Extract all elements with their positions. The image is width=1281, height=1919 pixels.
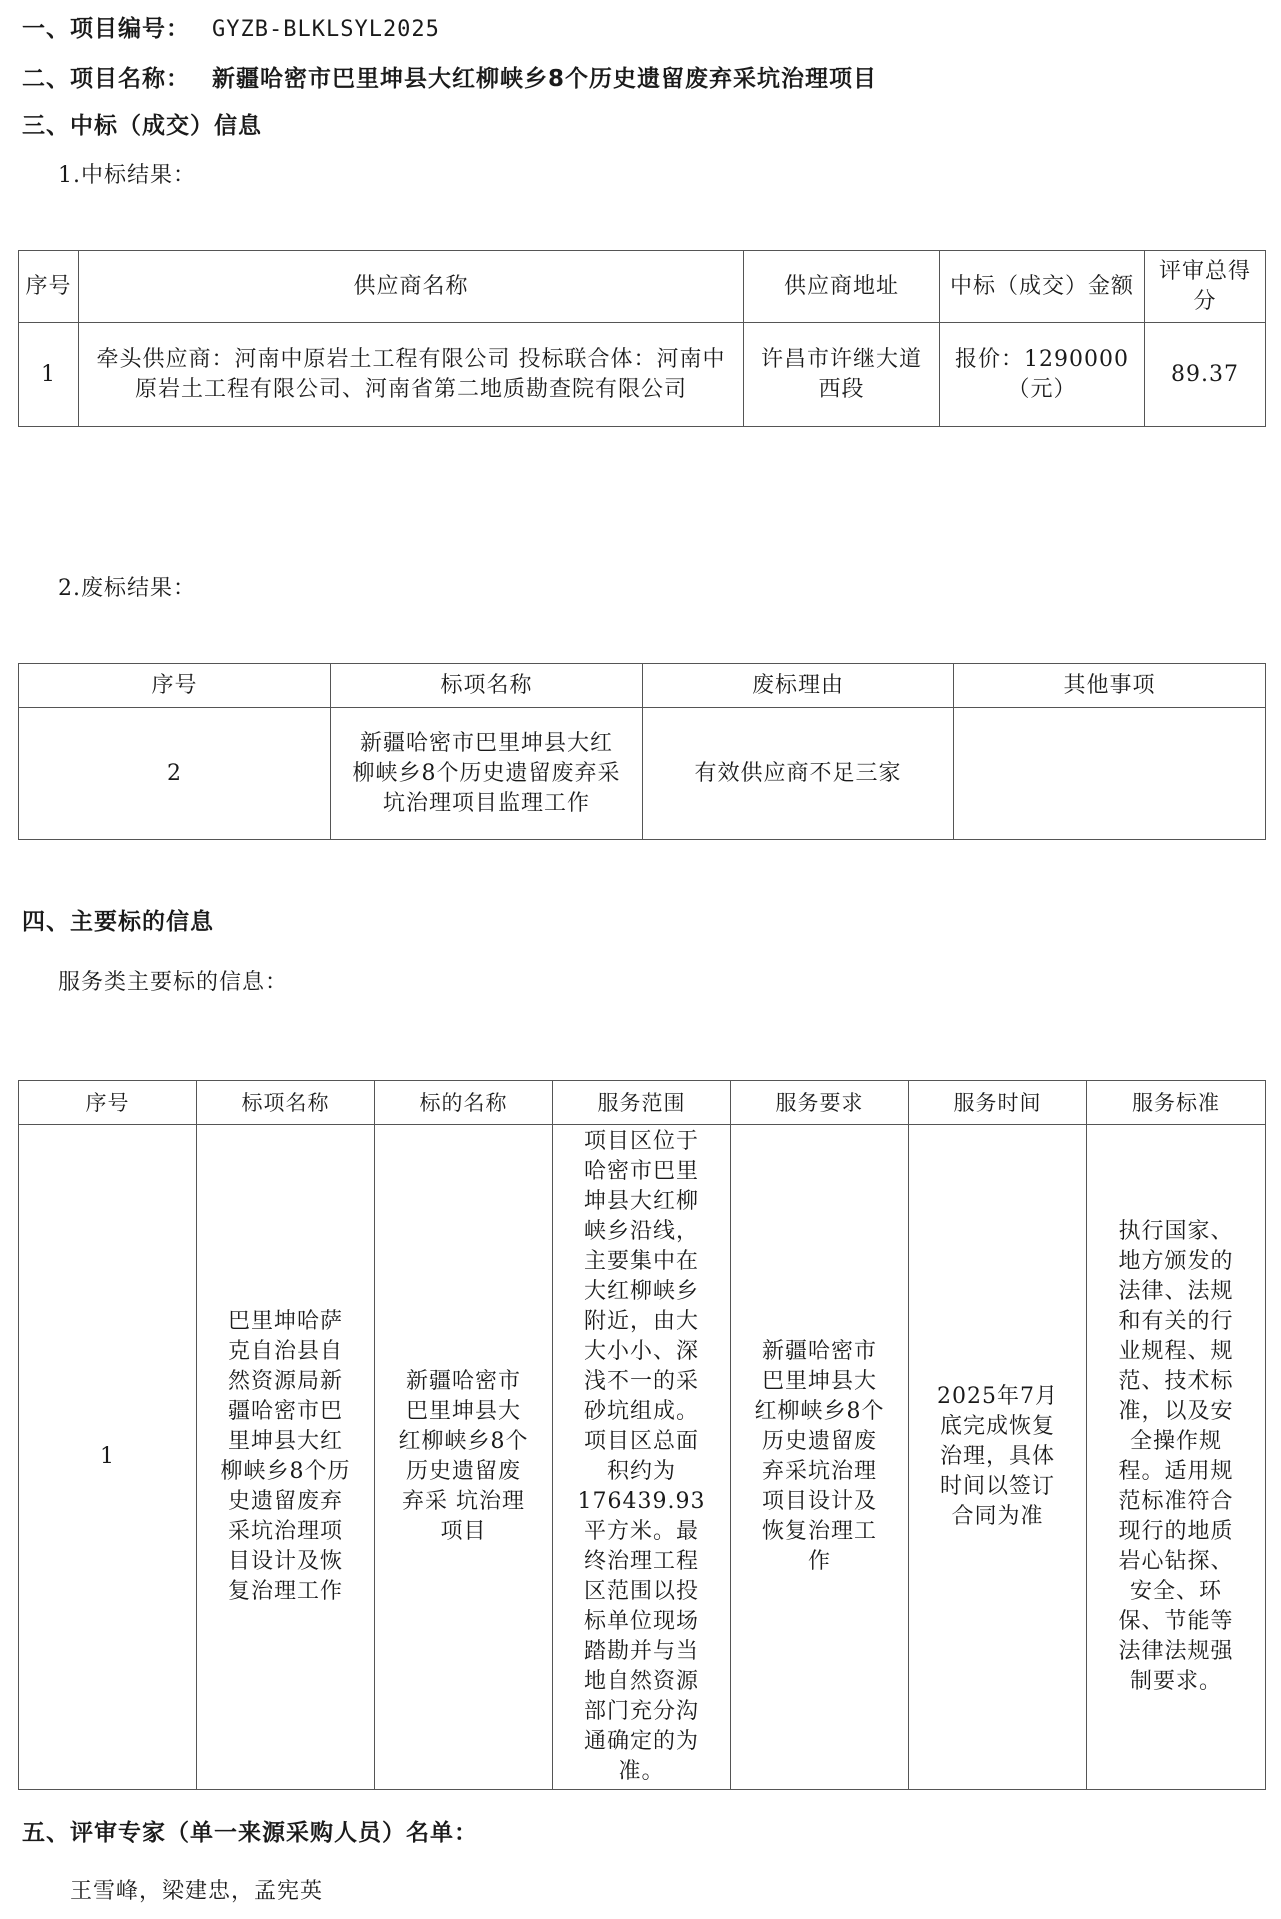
award-result-label: 1.中标结果：: [58, 163, 196, 188]
award-result-table: [18, 250, 1266, 427]
main-header-lot-name: 标项名称: [197, 1081, 375, 1125]
void-row-other: [954, 708, 1266, 840]
main-table-header-row: [19, 1081, 1266, 1125]
table-row: [19, 323, 1266, 427]
main-row-lot-name: 巴里坤哈萨克自治县自然资源局新疆哈密市巴里坤县大红柳峡乡8个历史遗留废弃采坑治理项目设计及恢复治理工作: [197, 1125, 375, 1790]
header-supplier: 供应商名称: [79, 251, 744, 323]
main-header-scope: 服务范围: [553, 1081, 731, 1125]
project-name-value: 新疆哈密市巴里坤县大红柳峡乡8个历史遗留废弃采坑治理项目: [212, 66, 878, 92]
void-row-reason: 有效供应商不足三家: [643, 708, 954, 840]
void-header-no: 序号: [19, 664, 331, 708]
main-info-heading: 四、主要标的信息: [22, 909, 214, 935]
main-row-requirement: 新疆哈密市巴里坤县大红柳峡乡8个历史遗留废弃采坑治理项目设计及恢复治理工作: [731, 1125, 909, 1790]
row-no: 1: [19, 323, 79, 427]
main-row-standard: 执行国家、地方颁发的法律、法规和有关的行业规程、规范、技术标准，以及安全操作规程。适用规范标准符合现行的地质岩心钻探、安全、环保、节能等法律法规强制要求。: [1087, 1125, 1266, 1790]
void-row-no: 2: [19, 708, 331, 840]
project-number-line: [22, 10, 440, 43]
project-name-label: 二、项目名称：: [22, 66, 190, 92]
row-score: 89.37: [1145, 323, 1266, 427]
table-row: [19, 708, 1266, 840]
project-name-line: [22, 60, 877, 93]
void-header-other: 其他事项: [954, 664, 1266, 708]
void-row-name: 新疆哈密市巴里坤县大红柳峡乡8个历史遗留废弃采坑治理项目监理工作: [331, 708, 643, 840]
main-header-standard: 服务标准: [1087, 1081, 1266, 1125]
void-table-header-row: [19, 664, 1266, 708]
header-no: 序号: [19, 251, 79, 323]
row-amount: 报价：1290000（元）: [940, 323, 1145, 427]
main-header-no: 序号: [19, 1081, 197, 1125]
row-address: 许昌市许继大道西段: [744, 323, 940, 427]
project-number-label: 一、项目编号：: [22, 16, 190, 42]
experts-names: 王雪峰，梁建忠，孟宪英: [70, 1879, 324, 1904]
table-row: [19, 1125, 1266, 1790]
main-header-requirement: 服务要求: [731, 1081, 909, 1125]
main-row-subject-name: 新疆哈密市巴里坤县大红柳峡乡8个历史遗留废弃采 坑治理项目: [375, 1125, 553, 1790]
main-info-sub-label: 服务类主要标的信息：: [58, 970, 289, 995]
award-table-header-row: [19, 251, 1266, 323]
void-result-table: [18, 663, 1266, 840]
award-info-heading: 三、中标（成交）信息: [22, 113, 262, 139]
main-row-time: 2025年7月底完成恢复治理，具体时间以签订合同为准: [909, 1125, 1087, 1790]
main-row-no: 1: [19, 1125, 197, 1790]
void-result-label: 2.废标结果：: [58, 576, 196, 601]
header-score: 评审总得分: [1145, 251, 1266, 323]
main-header-subject-name: 标的名称: [375, 1081, 553, 1125]
project-number-value: GYZB-BLKLSYL2025: [212, 17, 440, 42]
main-row-scope: 项目区位于哈密市巴里坤县大红柳峡乡沿线，主要集中在大红柳峡乡附近，由大大小小、深浅不一的采砂坑组成。项目区总面积约为176439.93平方米。最终治理工程区范围以投标单位现场踏勘并与当地自然资源部门充分沟通确定的为准。: [553, 1125, 731, 1790]
void-header-name: 标项名称: [331, 664, 643, 708]
row-supplier: 牵头供应商：河南中原岩土工程有限公司 投标联合体：河南中原岩土工程有限公司、河南省第二地质勘查院有限公司: [79, 323, 744, 427]
header-address: 供应商地址: [744, 251, 940, 323]
experts-heading: 五、评审专家（单一来源采购人员）名单：: [22, 1820, 478, 1846]
header-amount: 中标（成交）金额: [940, 251, 1145, 323]
main-subject-table: [18, 1080, 1266, 1790]
main-header-time: 服务时间: [909, 1081, 1087, 1125]
void-header-reason: 废标理由: [643, 664, 954, 708]
